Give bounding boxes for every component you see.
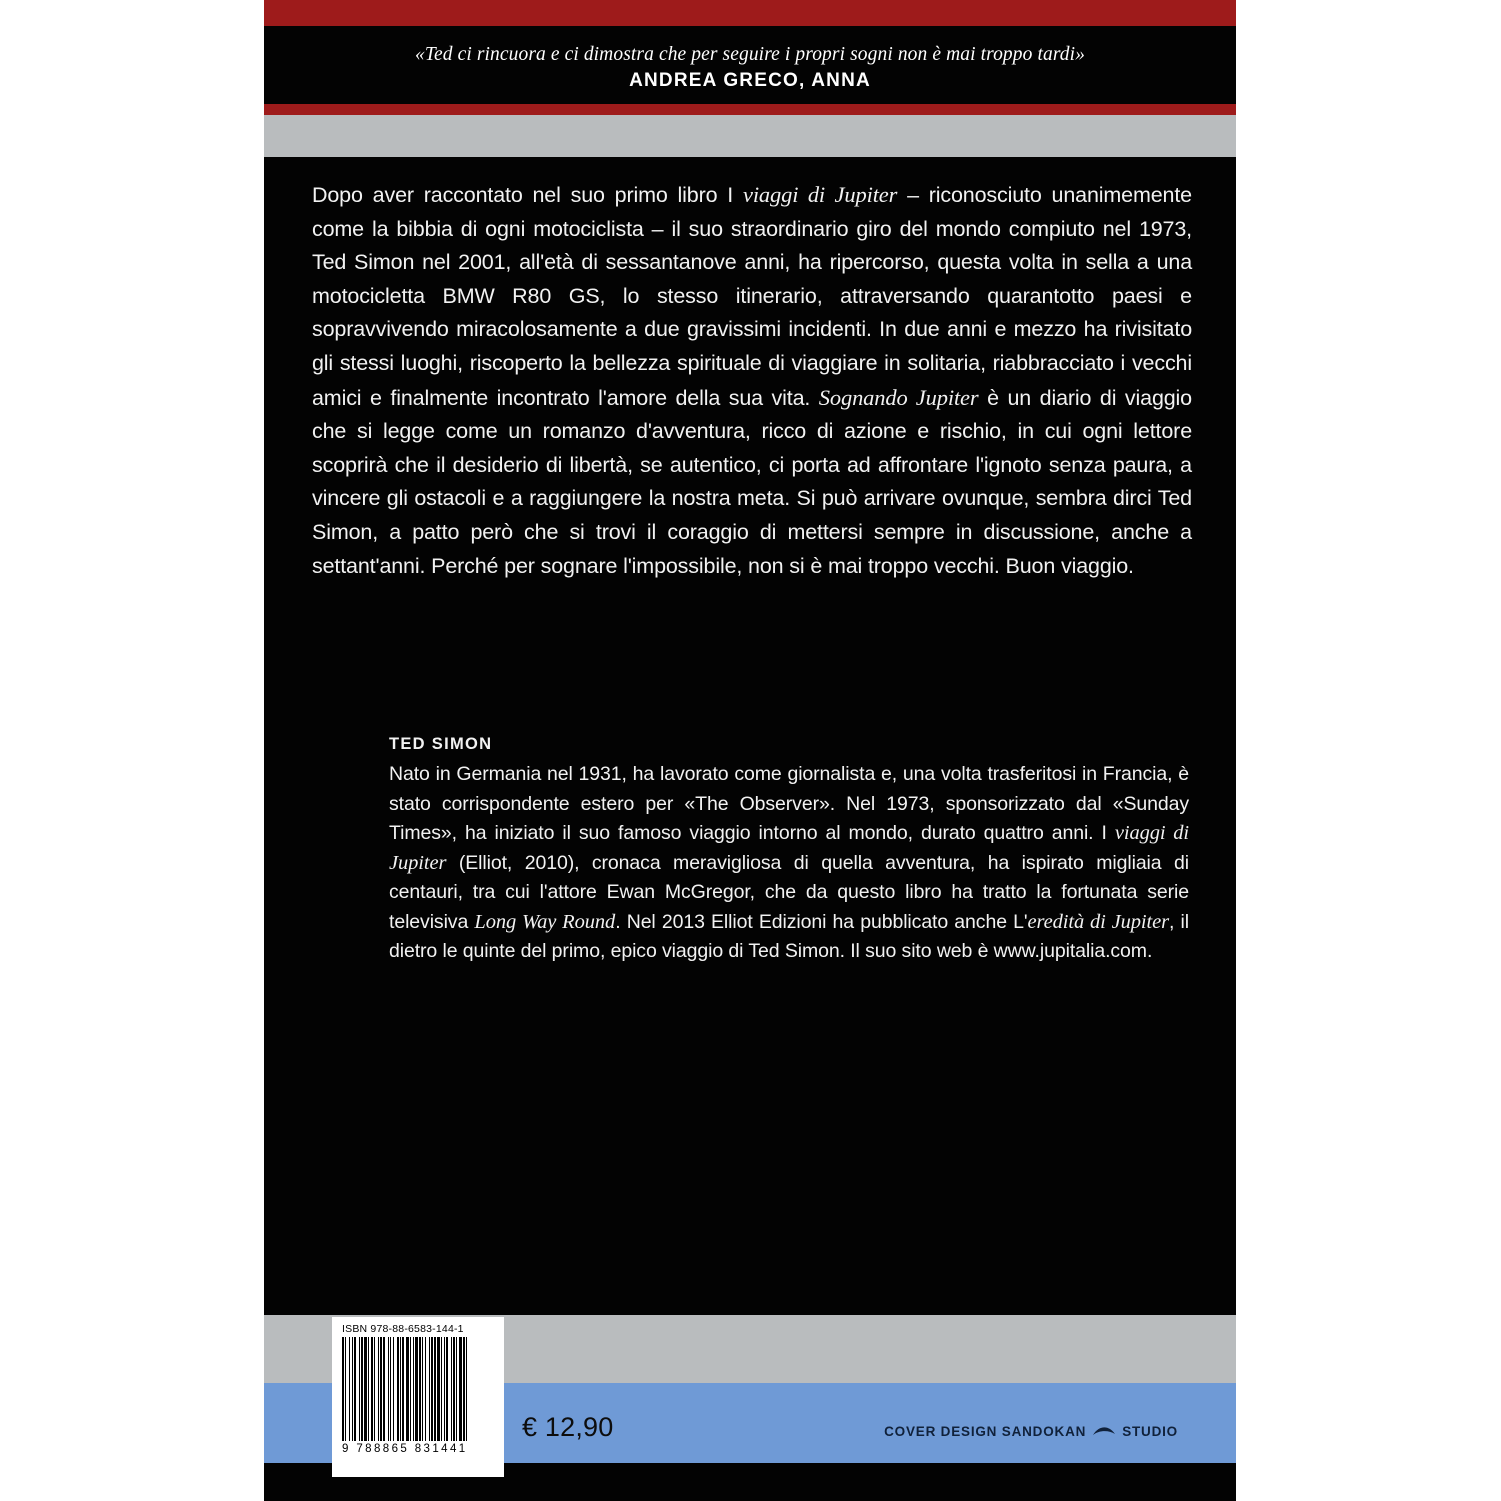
author-bio-block [389,735,1189,967]
review-quote-attribution: ANDREA GRECO, ANNA [629,70,871,91]
cover-design-credit-suffix: STUDIO [1122,1423,1178,1439]
review-quote-text: «Ted ci rincuora e ci dimostra che per seguire i propri sogni non è mai troppo tardi» [414,44,1086,65]
barcode-block [332,1317,504,1477]
review-quote-block [264,42,1236,94]
divider-black-band [264,157,1236,169]
top-red-band-1 [264,0,1236,26]
back-cover [264,0,1236,1501]
divider-grey-band [264,115,1236,157]
isbn-label: ISBN 978-88-6583-144-1 [342,1323,464,1335]
divider-red-band-2 [264,104,1236,115]
barcode-bars [342,1337,494,1441]
author-name: TED SIMON [389,735,493,753]
cover-design-credit [884,1423,1178,1439]
author-bio-text: Nato in Germania nel 1931, ha lavorato come giornalista e, una volta trasferitosi in Francia, è stato corrispondente estero per «The Observer». Nel 1973, sponsorizzato dal «Sunday Times», ha iniziato il suo famoso viaggio intorno al mondo, durato quattro anni. I viaggi di Jupiter (Elliot, 2010), cronaca meravigliosa di quella avventura, ha ispirato migliaia di centauri, tra cui l'attore Ewan McGregor, che da questo libro ha tratto la fortunata serie televisiva Long Way Round. Nel 2013 Elliot Edizioni ha pubblicato anche L'eredità di Jupiter, il dietro le quinte del primo, epico viaggio di Ted Simon. Il suo sito web è www.jupitalia.com. [389,763,1189,962]
price-label: € 12,90 [522,1412,614,1442]
back-cover-blurb: Dopo aver raccontato nel suo primo libro I viaggi di Jupiter – riconosciuto unanimemente come la bibbia di ogni motociclista – il suo straordinario giro del mondo compiuto nel 1973, Ted Simon nel 2001, all'età di sessantanove anni, ha ripercorso, questa volta in sella a una motocicletta BMW R80 GS, lo stesso itinerario, attraversando quarantotto paesi e sopravvivendo miracolosamente a due gravissimi incidenti. In due anni e mezzo ha rivisitato gli stessi luoghi, riscoperto la bellezza spirituale di viaggiare in solitaria, riabbracciato i vecchi amici e finalmente incontrato l'amore della sua vita. Sognando Jupiter è un diario di viaggio che si legge come un romanzo d'avventura, ricco di azione e rischio, in cui ogni lettore scoprirà che il desiderio di libertà, se autentico, ci porta ad affrontare l'ignoto senza paura, a vincere gli ostacoli e a raggiungere la nostra meta. Si può arrivare ovunque, sembra dirci Ted Simon, a patto però che si trovi il coraggio di mettersi sempre in discussione, anche a settant'anni. Perché per sognare l'impossibile, non si è mai troppo vecchi. Buon viaggio. [312,182,1192,578]
ean-digits: 9 788865 831441 [342,1443,468,1455]
cover-design-credit-text: COVER DESIGN SANDOKAN [884,1423,1087,1439]
top-black-band-1 [264,26,1236,38]
sandokan-logo-icon [1092,1423,1116,1439]
